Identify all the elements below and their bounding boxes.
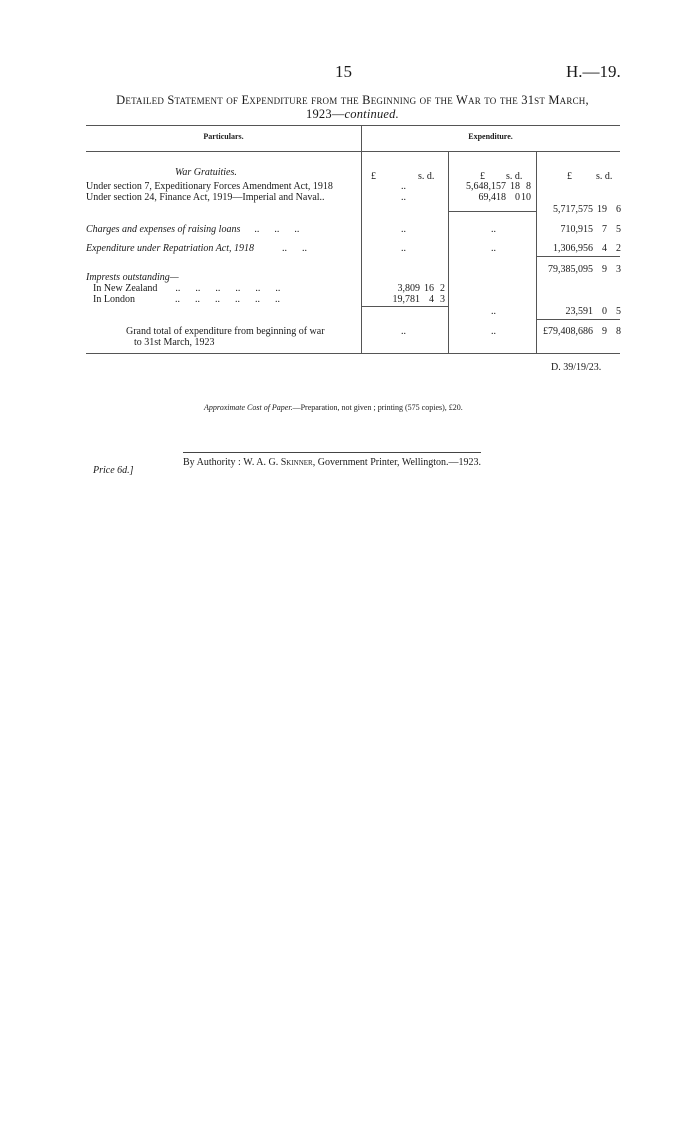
authority-line bbox=[183, 457, 481, 468]
subtotal-pence: 3 bbox=[616, 264, 621, 275]
imprests-total-shillings: 0 bbox=[602, 306, 607, 317]
cost-note bbox=[204, 403, 463, 412]
row-london-pence: 3 bbox=[440, 294, 445, 305]
reference-code: D. 39/19/23. bbox=[551, 362, 602, 373]
war-gratuities-heading: War Gratuities. bbox=[175, 167, 237, 178]
row-expeditionary-shillings: 18 bbox=[510, 181, 520, 192]
col1-sd-header: s. d. bbox=[418, 171, 435, 182]
title-line-2 bbox=[80, 107, 625, 121]
printer-name: W. A. G. Skinner bbox=[243, 457, 313, 468]
table-top-rule bbox=[86, 125, 620, 126]
war-gratuities-total-shillings: 19 bbox=[597, 204, 607, 215]
col2-pound-sign: £ bbox=[480, 171, 485, 182]
title-year: 1923— bbox=[306, 107, 345, 121]
row-repatriation-pounds: 1,306,956 bbox=[553, 243, 593, 254]
title-line-1: Detailed Statement of Expenditure from the Beginning of the War to the 31st March, bbox=[116, 93, 589, 107]
row-london-pounds: 19,781 bbox=[392, 294, 420, 305]
table-bottom-rule bbox=[86, 353, 620, 354]
col3-pound-sign: £ bbox=[567, 171, 572, 182]
row-charges-col1: .. bbox=[401, 224, 406, 235]
row-london-leader: .. .. .. .. .. .. bbox=[174, 294, 280, 305]
subtotal-pounds: 79,385,095 bbox=[548, 264, 593, 275]
row-expeditionary-forces-label: Under section 7, Expeditionary Forces Amendment Act, 1918 bbox=[86, 181, 333, 192]
row-new-zealand-shillings: 16 bbox=[424, 283, 434, 294]
col3-total-rule bbox=[536, 319, 620, 320]
col2-sd-header: s. d. bbox=[506, 171, 523, 182]
imprests-col2: .. bbox=[491, 306, 496, 317]
row-charges bbox=[86, 224, 299, 235]
row-finance-act-pence: 10 bbox=[521, 192, 531, 203]
row-charges-pence: 5 bbox=[616, 224, 621, 235]
row-repatriation-label: Expenditure under Repatriation Act, 1918 bbox=[86, 243, 255, 254]
row-charges-label: Charges and expenses of raising loans bbox=[86, 224, 241, 235]
row-charges-leader: .. .. .. bbox=[254, 224, 300, 235]
row-repatriation-shillings: 4 bbox=[602, 243, 607, 254]
row-london-shillings: 4 bbox=[429, 294, 434, 305]
row-repatriation-leader: .. .. bbox=[282, 243, 308, 254]
grand-total-pence: 8 bbox=[616, 326, 621, 337]
grand-total-pounds: £79,408,686 bbox=[543, 326, 593, 337]
page-number: 15 bbox=[335, 62, 352, 81]
row-repatriation bbox=[86, 243, 307, 254]
header-bottom-rule bbox=[86, 151, 620, 152]
war-gratuities-total-pence: 6 bbox=[616, 204, 621, 215]
grand-total-shillings: 9 bbox=[602, 326, 607, 337]
row-new-zealand-pence: 2 bbox=[440, 283, 445, 294]
cost-note-label: Approximate Cost of Paper. bbox=[204, 403, 293, 412]
row-london-label: In London bbox=[93, 294, 135, 305]
row-finance-act-pounds: 69,418 bbox=[478, 192, 506, 203]
document-reference: H.—19. bbox=[566, 62, 621, 81]
row-new-zealand-pounds: 3,809 bbox=[397, 283, 420, 294]
cost-note-text: —Preparation, not given ; printing (575 copies), £20. bbox=[292, 403, 463, 412]
row-repatriation-col2: .. bbox=[491, 243, 496, 254]
row-expeditionary-col1: .. bbox=[401, 181, 406, 192]
row-finance-act-col1: .. bbox=[401, 192, 406, 203]
imprests-total-pence: 5 bbox=[616, 306, 621, 317]
grand-total-label-line-1: Grand total of expenditure from beginning of war bbox=[126, 326, 325, 337]
row-charges-pounds: 710,915 bbox=[560, 224, 593, 235]
row-repatriation-pence: 2 bbox=[616, 243, 621, 254]
header-particulars: Particulars. bbox=[203, 132, 244, 141]
row-finance-act-label: Under section 24, Finance Act, 1919—Imperial and Naval.. bbox=[86, 192, 325, 203]
grand-total-col1: .. bbox=[401, 326, 406, 337]
col1-subtotal-rule bbox=[361, 306, 448, 307]
grand-total-label-line-2: to 31st March, 1923 bbox=[134, 337, 215, 348]
row-charges-col2: .. bbox=[491, 224, 496, 235]
row-repatriation-col1: .. bbox=[401, 243, 406, 254]
row-expeditionary-pounds: 5,648,157 bbox=[466, 181, 506, 192]
col3-subtotal-rule bbox=[536, 256, 620, 257]
title-continued: continued. bbox=[344, 107, 399, 121]
row-charges-shillings: 7 bbox=[602, 224, 607, 235]
row-london bbox=[93, 294, 280, 305]
row-new-zealand-leader: .. .. .. .. .. .. bbox=[175, 283, 281, 294]
imprests-heading: Imprests outstanding— bbox=[86, 272, 179, 283]
header-expenditure: Expenditure. bbox=[468, 132, 513, 141]
row-new-zealand-label: In New Zealand bbox=[93, 283, 158, 294]
row-new-zealand bbox=[93, 283, 280, 294]
authority-prefix: By Authority : bbox=[183, 457, 241, 468]
divider-particulars bbox=[361, 125, 362, 353]
statement-title bbox=[80, 93, 625, 121]
printer-suffix: , Government Printer, Wellington.—1923. bbox=[312, 457, 482, 468]
row-expeditionary-pence: 8 bbox=[526, 181, 531, 192]
row-finance-act-shillings: 0 bbox=[515, 192, 520, 203]
price: Price 6d.] bbox=[93, 465, 134, 476]
subtotal-shillings: 9 bbox=[602, 264, 607, 275]
grand-total-col2: .. bbox=[491, 326, 496, 337]
footer-rule bbox=[183, 452, 481, 453]
col2-subtotal-rule bbox=[448, 211, 536, 212]
imprests-total-pounds: 23,591 bbox=[565, 306, 593, 317]
col3-sd-header: s. d. bbox=[596, 171, 613, 182]
war-gratuities-total-pounds: 5,717,575 bbox=[553, 204, 593, 215]
col1-pound-sign: £ bbox=[371, 171, 376, 182]
